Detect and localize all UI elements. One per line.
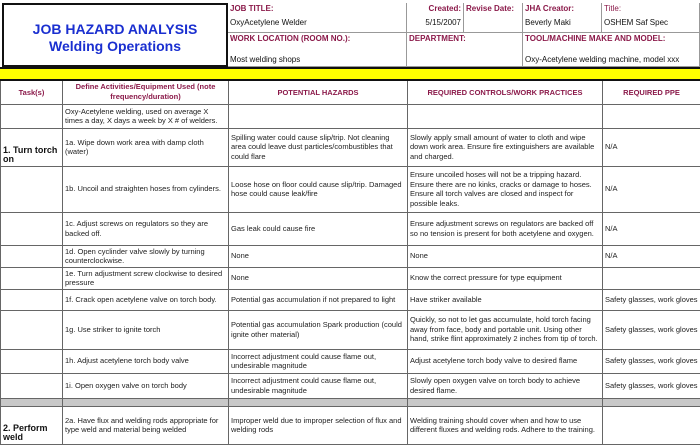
cell-ppe [603, 398, 700, 406]
location-value: Most welding shops [230, 55, 404, 64]
department-cell [407, 33, 523, 67]
cell-activity: 1e. Turn adjustment screw clockwise to desired pressure [63, 267, 229, 289]
cell-ppe: N/A [603, 166, 700, 212]
table-row [1, 289, 700, 310]
cell-hazard: Incorrect adjustment could cause flame out, undesirable magnitude [229, 373, 408, 398]
title-value: OSHEM Saf Spec [604, 18, 697, 27]
title-label: Title: [604, 4, 697, 13]
table-row [1, 128, 700, 166]
col-task: Task(s) [1, 80, 63, 104]
cell-activity: 1h. Adjust acetylene torch body valve [63, 349, 229, 373]
cell-ppe: Safety glasses, work gloves [603, 373, 700, 398]
cell-hazard: Potential gas accumulation if not prepared to light [229, 289, 408, 310]
cell-control [408, 104, 603, 128]
creator-value: Beverly Maki [525, 18, 599, 27]
revise-label: Revise Date: [466, 4, 520, 13]
table-row [1, 349, 700, 373]
department-label: DEPARTMENT: [409, 34, 520, 43]
table-row [1, 310, 700, 349]
cell-task [1, 310, 63, 349]
job-title-cell [228, 3, 407, 33]
cell-task [1, 349, 63, 373]
cell-ppe [603, 267, 700, 289]
table-row [1, 406, 700, 444]
cell-hazard: Loose hose on floor could cause slip/trip. Damaged hose could cause leak/fire [229, 166, 408, 212]
cell-ppe [603, 104, 700, 128]
location-cell [228, 33, 407, 67]
cell-ppe: Safety glasses, work gloves [603, 289, 700, 310]
cell-control: Ensure uncoiled hoses will not be a tripping hazard. Ensure there are no kinks, cracks or damage to hoses. Ensure all torch valves are closed and inspect for possible leaks. [408, 166, 603, 212]
cell-activity: 1d. Open cyclinder valve slowly by turning counterclockwise. [63, 245, 229, 267]
created-value: 5/15/2007 [409, 18, 461, 27]
created-cell [407, 3, 464, 33]
revise-cell [464, 3, 523, 33]
document-title [2, 3, 228, 67]
col-hazards: POTENTIAL HAZARDS [229, 80, 408, 104]
cell-hazard: None [229, 245, 408, 267]
table-row [1, 398, 700, 406]
cell-ppe: N/A [603, 212, 700, 245]
cell-control: Slowly open oxygen valve on torch body to achieve desired flame. [408, 373, 603, 398]
cell-hazard: Spilling water could cause slip/trip. Not cleaning area could leave dust particles/combustibles that could flare [229, 128, 408, 166]
cell-ppe: Safety glasses, work gloves [603, 310, 700, 349]
creator-cell [523, 3, 602, 33]
cell-hazard: Improper weld due to improper selection of flux and welding rods [229, 406, 408, 444]
cell-control: Welding training should cover when and how to use different fluxes and welding rods. Adhere to the training. [408, 406, 603, 444]
cell-task [1, 289, 63, 310]
cell-hazard: None [229, 267, 408, 289]
cell-hazard [229, 104, 408, 128]
cell-task [1, 245, 63, 267]
cell-control: None [408, 245, 603, 267]
header-row [1, 80, 700, 104]
cell-task [1, 212, 63, 245]
cell-task: 2. Perform weld [1, 406, 63, 444]
cell-ppe [603, 406, 700, 444]
cell-hazard: Gas leak could cause fire [229, 212, 408, 245]
cell-task [1, 267, 63, 289]
cell-control: Quickly, so not to let gas accumulate, hold torch facing away from face, body and portable unit. Using other hand, strike flint approximately 2 inches from tip of torch. [408, 310, 603, 349]
cell-task [1, 166, 63, 212]
cell-activity: 1i. Open oxygen valve on torch body [63, 373, 229, 398]
cell-activity [63, 398, 229, 406]
title-line2: Welding Operations [4, 38, 226, 55]
col-activities: Define Activities/Equipment Used (note frequency/duration) [63, 80, 229, 104]
cell-activity: 1g. Use striker to ignite torch [63, 310, 229, 349]
table-row [1, 166, 700, 212]
cell-task [1, 104, 63, 128]
cell-activity: 1a. Wipe down work area with damp cloth (water) [63, 128, 229, 166]
cell-control: Adjust acetylene torch body valve to desired flame [408, 349, 603, 373]
tool-label: TOOL/MACHINE MAKE AND MODEL: [525, 34, 697, 43]
cell-hazard: Potential gas accumulation Spark production (could ignite other material) [229, 310, 408, 349]
hazard-table [0, 79, 700, 445]
cell-hazard [229, 398, 408, 406]
cell-control: Ensure adjustment screws on regulators are backed off so no tension is present for both acetylene and oxygen. [408, 212, 603, 245]
tool-value: Oxy-Acetylene welding machine, model xxx [525, 55, 697, 64]
table-row [1, 245, 700, 267]
col-controls: REQUIRED CONTROLS/WORK PRACTICES [408, 80, 603, 104]
cell-hazard: Incorrect adjustment could cause flame out, undesirable magnitude [229, 349, 408, 373]
cell-activity: 1f. Crack open acetylene valve on torch body. [63, 289, 229, 310]
cell-control [408, 398, 603, 406]
table-row [1, 267, 700, 289]
cell-task: 1. Turn torch on [1, 128, 63, 166]
table-row [1, 373, 700, 398]
cell-activity: 2a. Have flux and welding rods appropriate for type weld and material being welded [63, 406, 229, 444]
job-title-value: OxyAcetylene Welder [230, 18, 404, 27]
cell-activity: 1b. Uncoil and straighten hoses from cylinders. [63, 166, 229, 212]
cell-control: Have striker available [408, 289, 603, 310]
location-label: WORK LOCATION (ROOM NO.): [230, 34, 404, 43]
created-label: Created: [409, 4, 461, 13]
cell-task [1, 373, 63, 398]
tool-cell [523, 33, 700, 67]
creator-label: JHA Creator: [525, 4, 599, 13]
col-ppe: REQUIRED PPE [603, 80, 700, 104]
title-cell [602, 3, 700, 33]
cell-task [1, 398, 63, 406]
cell-control: Know the correct pressure for type equipment [408, 267, 603, 289]
title-line1: JOB HAZARD ANALYSIS [4, 21, 226, 38]
table-row [1, 212, 700, 245]
cell-ppe: N/A [603, 245, 700, 267]
cell-control: Slowly apply small amount of water to cloth and wipe down work area. Ensure fire extinguishers are available and charged. [408, 128, 603, 166]
job-title-label: JOB TITLE: [230, 4, 404, 13]
table-row [1, 104, 700, 128]
cell-activity: Oxy-Acetylene welding, used on average X times a day, X days a week by X # of welders. [63, 104, 229, 128]
cell-ppe: Safety glasses, work gloves [603, 349, 700, 373]
cell-activity: 1c. Adjust screws on regulators so they are backed off. [63, 212, 229, 245]
cell-ppe: N/A [603, 128, 700, 166]
